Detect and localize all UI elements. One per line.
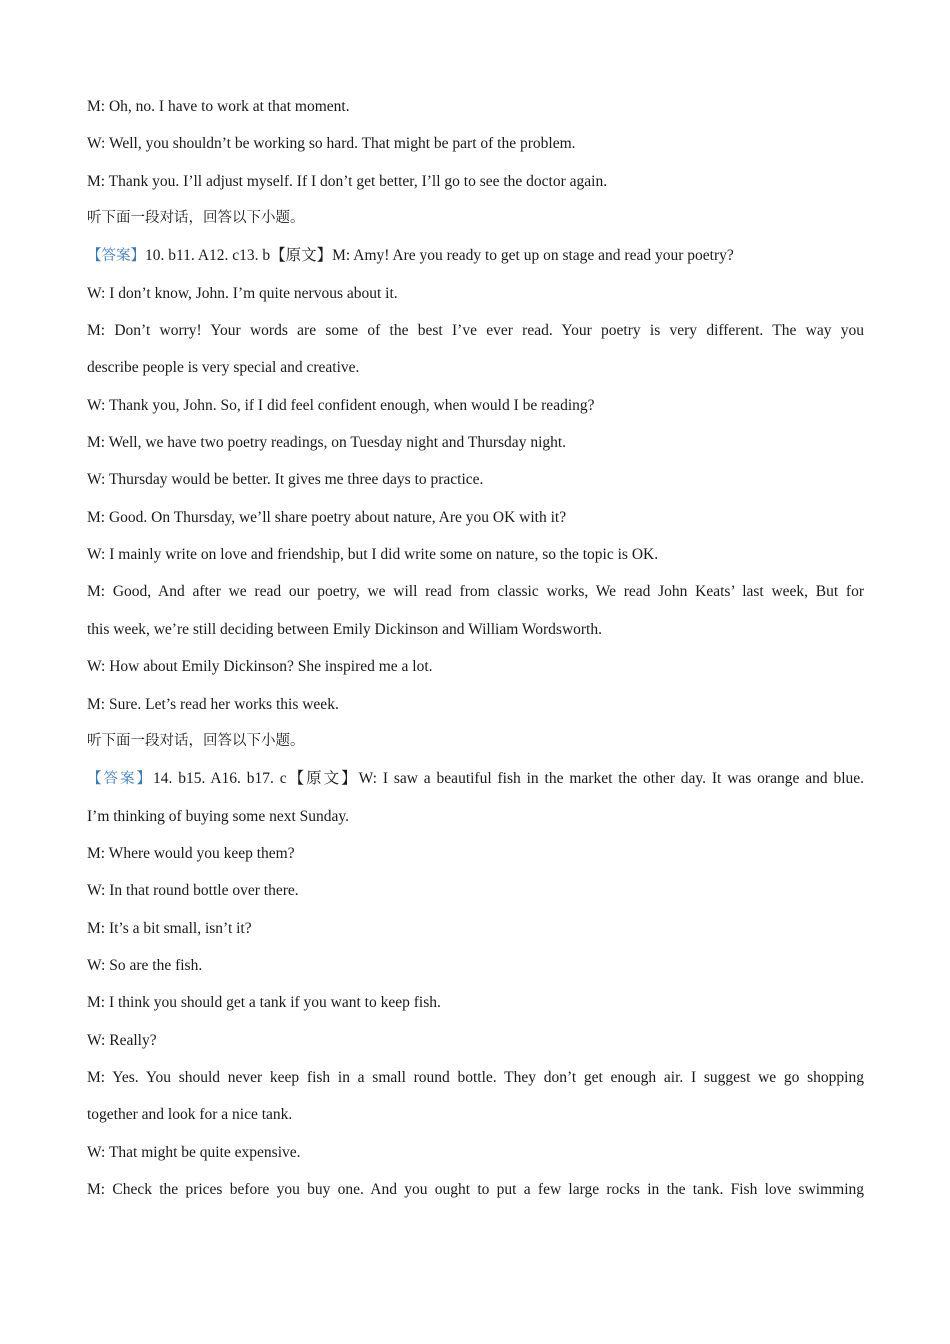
text-line	[87, 654, 864, 691]
text-line	[87, 617, 864, 654]
text-line	[87, 467, 864, 504]
text-line	[87, 281, 864, 318]
line-text: 听下面一段对话，回答以下小题。	[87, 210, 305, 227]
line-text: M: Where would you keep them?	[87, 844, 295, 862]
line-text: 14. b15. A16. b17. c【原文】W: I saw a beautiful fish in the market the other day. It was orange and blue.	[152, 770, 864, 788]
line-text: W: Thursday would be better. It gives me three days to practice.	[87, 471, 484, 489]
text-line	[87, 131, 864, 168]
line-text: M: Good. On Thursday, we’ll share poetry about nature, Are you OK with it?	[87, 508, 567, 526]
text-line	[87, 579, 864, 616]
text-line	[87, 1065, 864, 1102]
line-text: M: Yes. You should never keep fish in a small round bottle. They don’t get enough air. I suggest we go shopping	[87, 1068, 864, 1086]
line-text: 10. b11. A12. c13. b【原文】M: Amy! Are you ready to get up on stage and read your poetry?	[145, 247, 734, 265]
text-line	[87, 1102, 864, 1139]
line-text: M: Sure. Let’s read her works this week.	[87, 695, 339, 713]
text-line	[87, 1140, 864, 1177]
line-text: M: Check the prices before you buy one. And you ought to put a few large rocks in the tank. Fish love swimming	[87, 1180, 864, 1198]
line-text: M: Thank you. I’ll adjust myself. If I don’t get better, I’ll go to see the doctor again.	[87, 172, 608, 190]
text-line	[87, 1177, 864, 1214]
text-line	[87, 1028, 864, 1065]
line-text: I’m thinking of buying some next Sunday.	[87, 807, 350, 825]
text-line	[87, 393, 864, 430]
line-text: W: I don’t know, John. I’m quite nervous about it.	[87, 284, 398, 302]
line-text: W: Well, you shouldn’t be working so hard. That might be part of the problem.	[87, 135, 576, 153]
text-line	[87, 94, 864, 131]
line-text: M: Good, And after we read our poetry, we will read from classic works, We read John Keats’ last week, But for	[87, 583, 864, 601]
text-line	[87, 916, 864, 953]
text-line	[87, 430, 864, 467]
line-text: together and look for a nice tank.	[87, 1106, 293, 1124]
answer-tag: 【答案】	[87, 771, 153, 788]
text-line	[87, 505, 864, 542]
answer-line	[87, 766, 864, 803]
line-text: M: Oh, no. I have to work at that moment.	[87, 98, 350, 115]
section-instruction	[87, 729, 864, 766]
document-page	[87, 94, 864, 1214]
line-text: W: That might be quite expensive.	[87, 1143, 301, 1161]
line-text: W: In that round bottle over there.	[87, 882, 299, 900]
answer-line	[87, 243, 864, 280]
line-text: M: Don’t worry! Your words are some of the best I’ve ever read. Your poetry is very different. The way you	[87, 322, 864, 340]
line-text: W: I mainly write on love and friendship, but I did write some on nature, so the topic is OK.	[87, 546, 659, 564]
text-line	[87, 953, 864, 990]
text-line	[87, 318, 864, 355]
text-line	[87, 804, 864, 841]
line-text: M: It’s a bit small, isn’t it?	[87, 919, 252, 937]
text-line	[87, 990, 864, 1027]
text-line	[87, 692, 864, 729]
line-text: this week, we’re still deciding between Emily Dickinson and William Wordsworth.	[87, 620, 602, 638]
answer-tag: 【答案】	[87, 248, 145, 265]
section-instruction	[87, 206, 864, 243]
text-line	[87, 841, 864, 878]
text-line	[87, 878, 864, 915]
line-text: W: How about Emily Dickinson? She inspired me a lot.	[87, 658, 433, 676]
line-text: M: Well, we have two poetry readings, on Tuesday night and Thursday night.	[87, 434, 567, 452]
line-text: W: Really?	[87, 1031, 157, 1049]
text-line	[87, 542, 864, 579]
line-text: describe people is very special and creative.	[87, 359, 360, 377]
line-text: 听下面一段对话，回答以下小题。	[87, 732, 305, 749]
line-text: M: I think you should get a tank if you want to keep fish.	[87, 994, 441, 1012]
line-text: W: Thank you, John. So, if I did feel confident enough, when would I be reading?	[87, 396, 595, 414]
line-text: W: So are the fish.	[87, 956, 203, 974]
text-line	[87, 169, 864, 206]
text-line	[87, 355, 864, 392]
